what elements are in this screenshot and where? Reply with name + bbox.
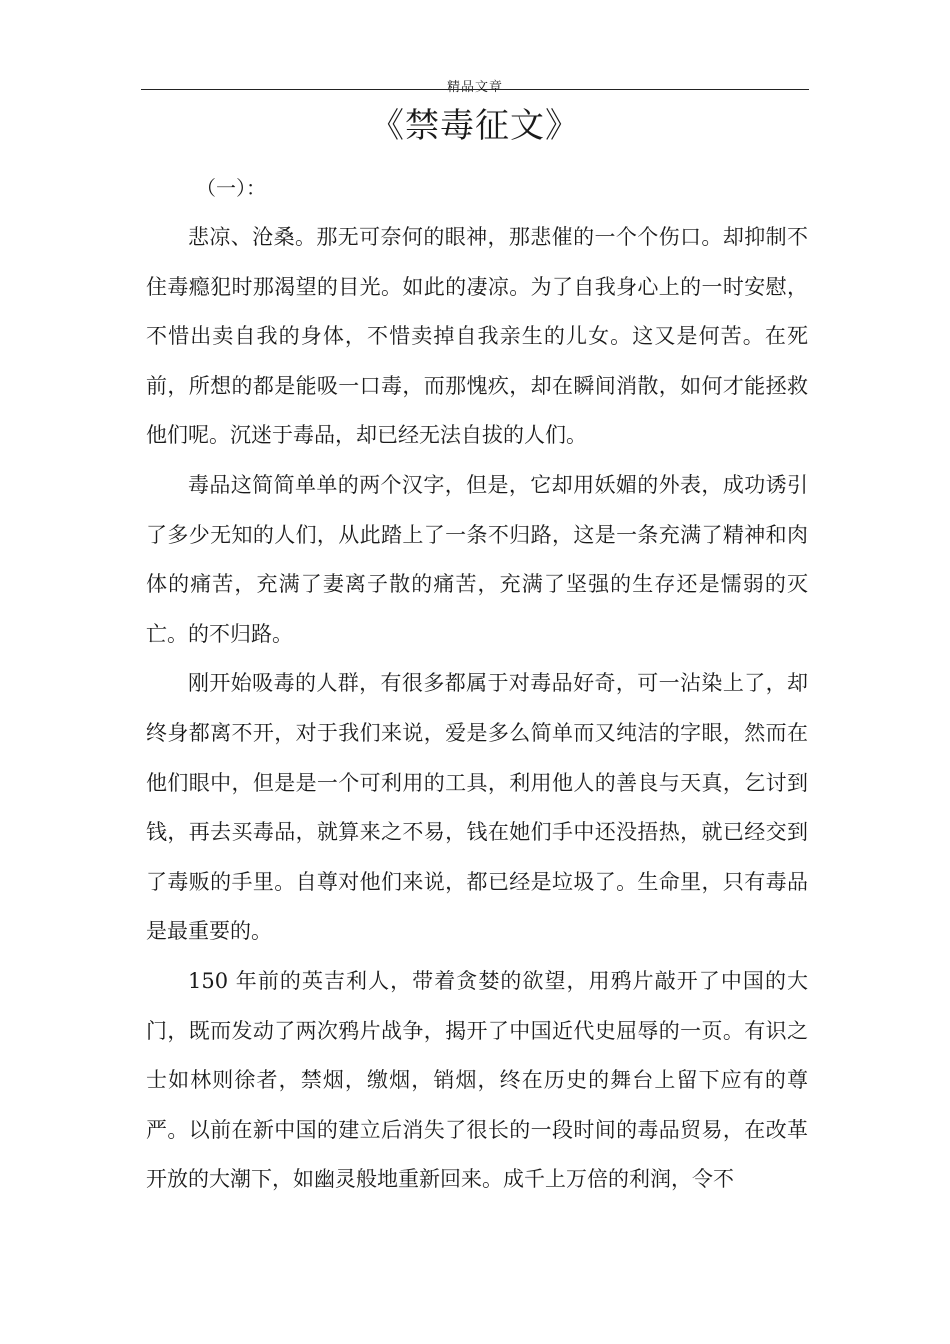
paragraph: 毒品这简简单单的两个汉字，但是，它却用妖媚的外表，成功诱引了多少无知的人们，从此踏上了一条不归路，这是一条充满了精神和肉体的痛苦，充满了妻离子散的痛苦，充满了坚强的生存还是懦弱的灭亡。的不归路。	[146, 472, 808, 646]
header-divider	[141, 89, 809, 90]
paragraph: 刚开始吸毒的人群，有很多都属于对毒品好奇，可一沾染上了，却终身都离不开，对于我们来说，爱是多么简单而又纯洁的字眼，然而在他们眼中，但是是一个可利用的工具，利用他人的善良与天真，乞讨到钱，再去买毒品，就算来之不易，钱在她们手中还没捂热，就已经交到了毒贩的手里。自尊对他们来说，都已经是垃圾了。生命里，只有毒品是最重要的。	[146, 671, 808, 944]
paragraph: 150 年前的英吉利人，带着贪婪的欲望，用鸦片敲开了中国的大门，既而发动了两次鸦片战争，揭开了中国近代史屈辱的一页。有识之士如林则徐者，禁烟，缴烟，销烟，终在历史的舞台上留下应有的尊严。以前在新中国的建立后消失了很长的一段时间的毒品贸易，在改革开放的大潮下，如幽灵般地重新回来。成千上万倍的利润，令不	[146, 968, 808, 1192]
body-text	[146, 213, 808, 1205]
header-label: 精品文章	[446, 80, 503, 95]
paragraph: 悲凉、沧桑。那无可奈何的眼神，那悲催的一个个伤口。却抑制不住毒瘾犯时那渴望的目光。如此的凄凉。为了自我身心上的一时安慰，不惜出卖自我的身体，不惜卖掉自我亲生的儿女。这又是何苦。在死前，所想的都是能吸一口毒，而那愧疚，却在瞬间消散，如何才能拯救他们呢。沉迷于毒品，却已经无法自拔的人们。	[146, 225, 808, 448]
document-title: 《禁毒征文》	[370, 106, 580, 146]
section-label: （一）：	[196, 176, 266, 200]
